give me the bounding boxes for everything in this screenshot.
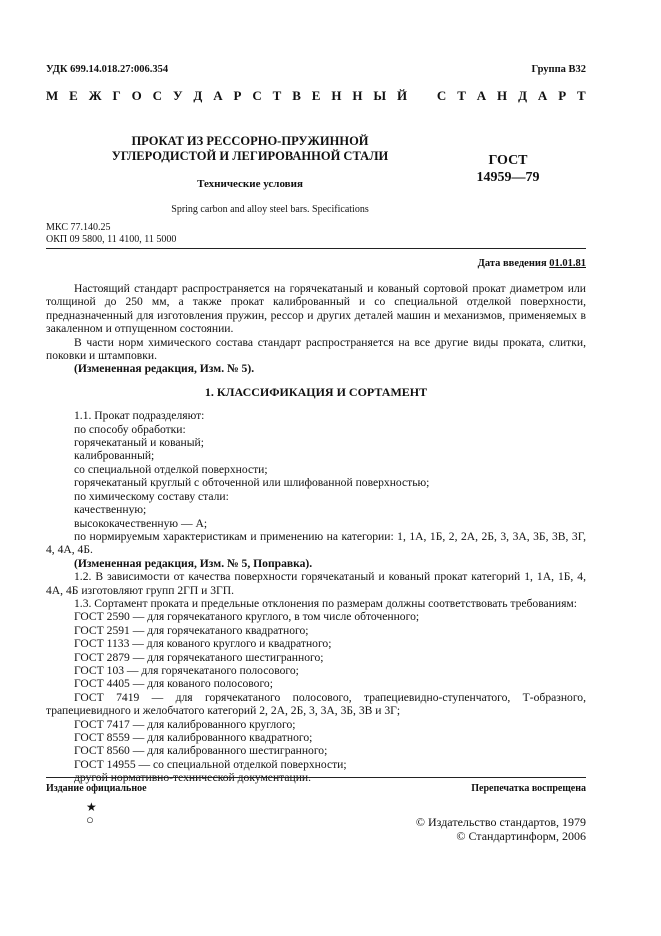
gost-designation (458, 152, 558, 186)
banner-letter: Д (193, 88, 203, 103)
gost-reference-line: ГОСТ 103 — для горячекатаного полосового; (74, 663, 299, 677)
official-edition: Издание официальное (46, 783, 147, 794)
udk-code: УДК 699.14.018.27:006.354 (46, 64, 169, 75)
gost-reference-line: ГОСТ 2879 — для горячекатаного шестигранного; (74, 650, 324, 664)
banner-letter: С (436, 88, 447, 103)
gost-reference-line: ГОСТ 1133 — для кованого круглого и квадратного; (74, 637, 332, 651)
banner-letter: Т (272, 88, 282, 103)
title-line-2: УГЛЕРОДИСТОЙ И ЛЕГИРОВАННОЙ СТАЛИ (111, 149, 389, 163)
banner-letter: А (213, 88, 223, 103)
okp-code: ОКП 09 5800, 11 4100, 11 5000 (46, 234, 177, 245)
mks-code: МКС 77.140.25 (46, 222, 111, 233)
header-divider (46, 248, 586, 249)
intro-date-label: Дата введения (477, 258, 547, 269)
banner-letter: Р (558, 88, 567, 103)
copyright-block (416, 815, 586, 843)
classification-line: качественную; (74, 503, 147, 517)
document-title (100, 134, 400, 164)
banner-letter: Ж (88, 88, 102, 103)
clause-1-1: 1.1. Прокат подразделяют: (74, 409, 205, 423)
reprint-notice: Перепечатка воспрещена (471, 783, 586, 794)
banner-letter: Д (518, 88, 528, 103)
banner-letter: Ы (373, 88, 387, 103)
section-1-heading: 1. КЛАССИФИКАЦИЯ И СОРТАМЕНТ (204, 384, 428, 399)
banner-letter: Г (112, 88, 121, 103)
banner-letter: А (537, 88, 548, 103)
document-body (46, 282, 586, 785)
gost-reference-line: ГОСТ 2590 — для горячекатаного круглого, в том числе обточенного; (74, 610, 420, 624)
clause-1-3: 1.3. Сортамент проката и предельные отклонения по размерам должны соответствовать требованиям: (74, 596, 577, 610)
banner-letter: Н (497, 88, 508, 103)
gost-number: 14959—79 (476, 170, 540, 185)
gost-reference-line: ГОСТ 2591 — для горячекатаного квадратного; (74, 623, 309, 637)
gost-list-1 (46, 610, 586, 690)
banner-letter: Н (352, 88, 363, 103)
banner-letter: Р (233, 88, 242, 103)
gost-reference-line: ГОСТ 7417 — для калиброванного круглого; (74, 717, 296, 731)
classification-list (46, 423, 586, 530)
classification-line: по химическому составу стали: (74, 489, 229, 503)
banner-letter: С (152, 88, 163, 103)
change-note-2: (Измененная редакция, Изм. № 5, Поправка). (74, 556, 313, 570)
banner-letter: С (252, 88, 262, 103)
clause-1-2: 1.2. В зависимости от качества поверхности горячекатаный и кованый прокат категорий 1, 1А, 1Б, 4, 4А, 4Б изготовляют групп 2ГП и 3ГП. (46, 570, 586, 597)
group-code: Группа В32 (531, 64, 586, 75)
banner-letter (418, 88, 426, 104)
banner-letter: Й (397, 88, 408, 103)
change-note-1: (Измененная редакция, Изм. № 5). (74, 362, 255, 376)
gost-label: ГОСТ (488, 153, 528, 168)
star-icon: ★ (86, 800, 97, 814)
banner-letter: Е (69, 88, 78, 103)
classification-line: горячекатаный круглый с обточенной или шлифованной поверхностью; (74, 476, 430, 490)
gost-list-2 (46, 718, 586, 785)
banner-letter: В (292, 88, 301, 103)
banner-letter: Е (311, 88, 321, 103)
copyright-1979: © Издательство стандартов, 1979 (415, 815, 586, 829)
banner-letter: У (172, 88, 183, 103)
gost-reference-line: ГОСТ 8559 — для калиброванного квадратного; (74, 731, 313, 744)
copyright-2006: © Стандартинформ, 2006 (456, 829, 586, 843)
title-line-1: ПРОКАТ ИЗ РЕССОРНО-ПРУЖИННОЙ (131, 134, 369, 148)
banner-letter: Н (331, 88, 342, 103)
circle-icon: ○ (86, 812, 94, 827)
classification-line: по способу обработки: (74, 422, 186, 436)
gost-7419-item: ГОСТ 7419 — для горячекатаного полосового, трапециевидно-ступенчатого, Т-образного, трапециевидного и желобчатого категорий 2, 2А, 2Б, 3, 3А, 3Б, 3В и 3Г; (46, 690, 586, 718)
classification-line: высококачественную — А; (74, 516, 208, 530)
banner-letter: А (476, 88, 487, 103)
intro-date-value: 01.01.81 (549, 258, 586, 269)
gost-reference-line: ГОСТ 4405 — для кованого полосового; (74, 677, 273, 691)
intro-paragraph-2: В части норм химического состава стандарт распространяется на все другие виды проката, слитки, поковки и штамповки. (46, 335, 586, 363)
intro-paragraph-1: Настоящий стандарт распространяется на горячекатаный и кованый сортовой прокат диаметром или толщиной до 250 мм, а также прокат калиброванный и со специальной отделкой поверхности, предназначенный для изготовления пружин, рессор и других деталей машин и механизмов, применяемых в закаленном и отпущенном состоянии. (46, 282, 586, 336)
gost-reference-line: ГОСТ 14955 — со специальной отделкой поверхности; (74, 757, 347, 771)
banner-letter: М (46, 88, 59, 103)
banner-letter: О (131, 88, 142, 103)
classification-line: калиброванный; (74, 449, 155, 463)
gost-reference-line: ГОСТ 8560 — для калиброванного шестигранного; (74, 744, 328, 758)
standard-banner (46, 88, 586, 104)
intro-date (478, 258, 586, 269)
banner-letter: Т (577, 88, 586, 103)
english-title: Spring carbon and alloy steel bars. Specifications (171, 204, 369, 215)
footer-divider (46, 777, 586, 778)
categories-paragraph: по нормируемым характеристикам и применению на категории: 1, 1А, 1Б, 2, 2А, 2Б, 3, 3А, 3Б, 3В, 3Г, 4, 4А, 4Б. (46, 529, 586, 557)
banner-letter: Т (457, 88, 466, 103)
document-subtitle: Технические условия (197, 178, 303, 190)
classification-line: со специальной отделкой поверхности; (74, 462, 268, 476)
classification-line: горячекатаный и кованый; (74, 436, 204, 450)
